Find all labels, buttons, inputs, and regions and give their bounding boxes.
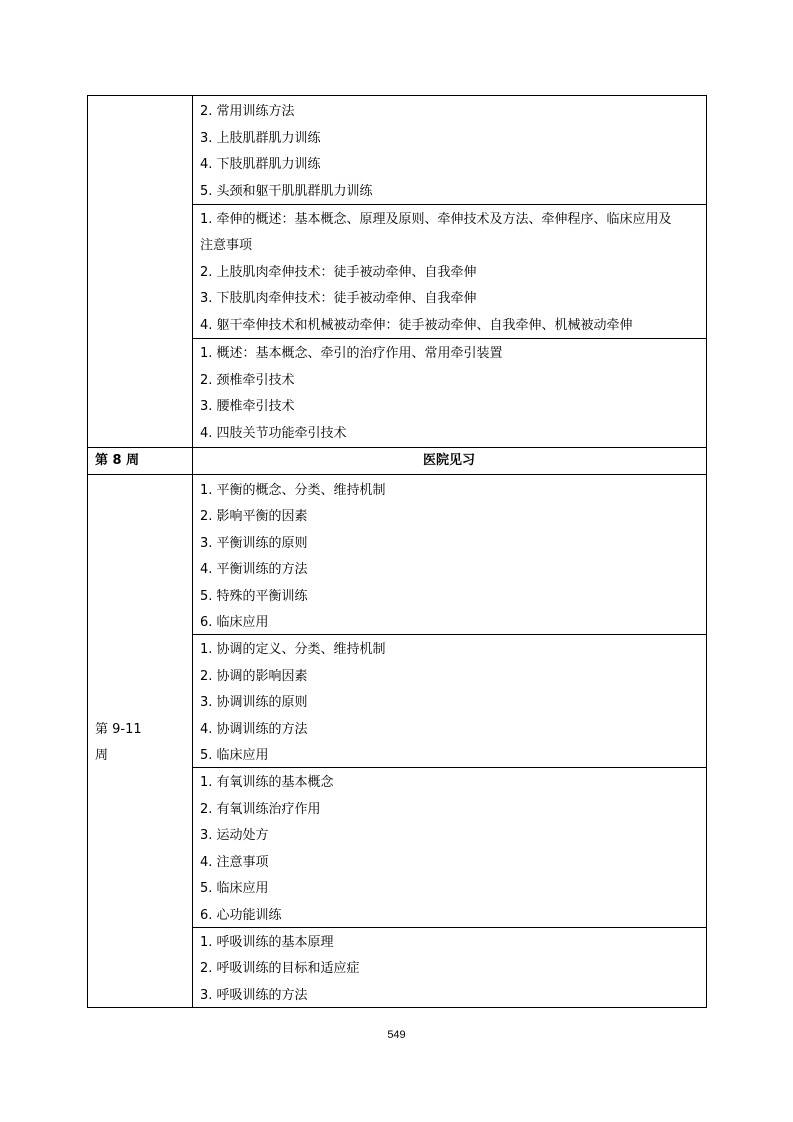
content-line: 1. 有氧训练的基本概念	[200, 775, 334, 790]
content-line: 3. 协调训练的原则	[200, 695, 308, 710]
row-divider	[192, 338, 706, 339]
week-label: 第 9-11	[95, 722, 142, 737]
row-divider	[192, 927, 706, 928]
page-number: 549	[387, 1029, 406, 1041]
content-line: 3. 上肢肌群肌力训练	[200, 131, 321, 146]
content-line: 5. 临床应用	[200, 881, 269, 896]
content-line: 3. 平衡训练的原则	[200, 536, 308, 551]
row-divider	[88, 447, 706, 448]
content-line: 1. 协调的定义、分类、维持机制	[200, 642, 386, 657]
content-line: 1. 呼吸训练的基本原理	[200, 935, 334, 950]
column-divider	[192, 96, 193, 1007]
content-line: 1. 平衡的概念、分类、维持机制	[200, 483, 386, 498]
content-line: 1. 概述：基本概念、牵引的治疗作用、常用牵引装置	[200, 346, 503, 361]
content-line: 5. 头颈和躯干肌肌群肌力训练	[200, 184, 373, 199]
content-line: 2. 颈椎牵引技术	[200, 373, 295, 388]
content-line: 2. 影响平衡的因素	[200, 509, 308, 524]
row-divider	[192, 634, 706, 635]
content-line: 2. 上肢肌肉牵伸技术：徒手被动牵伸、自我牵伸	[200, 265, 477, 280]
week-label: 第 8 周	[95, 453, 140, 468]
content-line: 4. 四肢关节功能牵引技术	[200, 426, 347, 441]
content-line: 5. 临床应用	[200, 748, 269, 763]
row-divider	[192, 767, 706, 768]
content-line: 6. 临床应用	[200, 615, 269, 630]
content-line: 3. 腰椎牵引技术	[200, 399, 295, 414]
content-line: 4. 注意事项	[200, 855, 269, 870]
content-line: 3. 呼吸训练的方法	[200, 988, 308, 1003]
hospital-visit-title: 医院见习	[422, 453, 475, 468]
curriculum-table	[87, 95, 707, 1008]
content-line: 2. 呼吸训练的目标和适应症	[200, 961, 360, 976]
content-line: 6. 心功能训练	[200, 908, 282, 923]
content-line: 4. 平衡训练的方法	[200, 562, 308, 577]
content-line: 注意事项	[200, 238, 253, 253]
row-divider	[192, 204, 706, 205]
content-line: 2. 常用训练方法	[200, 104, 295, 119]
content-line: 4. 下肢肌群肌力训练	[200, 157, 321, 172]
content-line: 5. 特殊的平衡训练	[200, 589, 308, 604]
content-line: 2. 有氧训练治疗作用	[200, 802, 321, 817]
content-line: 3. 下肢肌肉牵伸技术：徒手被动牵伸、自我牵伸	[200, 291, 477, 306]
content-line: 2. 协调的影响因素	[200, 669, 308, 684]
content-line: 4. 协调训练的方法	[200, 722, 308, 737]
week-label: 周	[95, 748, 109, 763]
content-line: 1. 牵伸的概述：基本概念、原理及原则、牵伸技术及方法、牵伸程序、临床应用及	[200, 212, 672, 227]
content-line: 3. 运动处方	[200, 828, 269, 843]
row-divider	[88, 474, 706, 475]
content-line: 4. 躯干牵伸技术和机械被动牵伸：徒手被动牵伸、自我牵伸、机械被动牵伸	[200, 318, 633, 333]
